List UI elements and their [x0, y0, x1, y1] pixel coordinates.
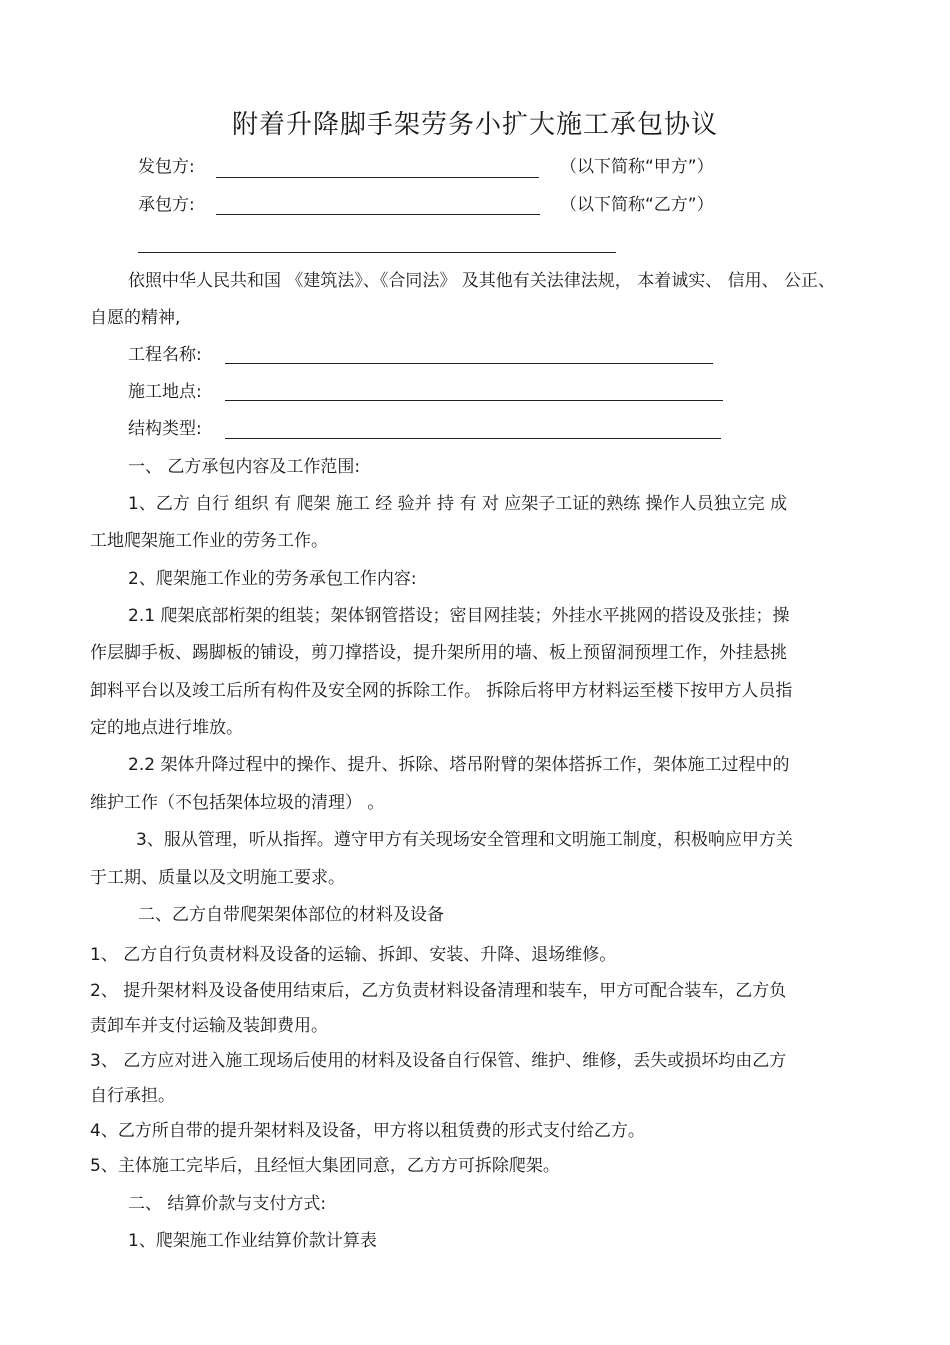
- document-title: 附着升降脚手架劳务小扩大施工承包协议: [231, 110, 718, 140]
- section-2-heading: 二、乙方自带爬架架体部位的材料及设备: [138, 905, 444, 925]
- section-1-item-2-1-line-2: 作层脚手板、踢脚板的铺设，剪刀撑搭设，提升架所用的墙、板上预留洞预埋工作，外挂悬挑: [90, 643, 787, 663]
- section-1-item-2-2-line-1: 2.2 架体升降过程中的操作、提升、拆除、塔吊附臂的架体搭拆工作，架体施工过程中的: [128, 755, 790, 775]
- section-1-item-2-1-line-1: 2.1 爬架底部桁架的组装；架体钢管搭设；密目网挂装；外挂水平挑网的搭设及张挂；操: [128, 606, 790, 626]
- section-1-heading: 一、 乙方承包内容及工作范围:: [128, 457, 361, 477]
- construction-site-label: 施工地点:: [128, 382, 202, 402]
- party-b-note: （以下简称“乙方”）: [560, 195, 714, 215]
- preamble-line-1: 依照中华人民共和国 《建筑法》、《合同法》 及其他有关法律法规， 本着诚实、 信用、 公正、: [128, 271, 836, 291]
- section-2-item-5: 5、主体施工完毕后，且经恒大集团同意，乙方方可拆除爬架。: [90, 1156, 560, 1176]
- section-2-item-1: 1、 乙方自行负责材料及设备的运输、拆卸、安装、升降、退场维修。: [90, 945, 617, 965]
- section-3-heading: 二、 结算价款与支付方式:: [128, 1194, 327, 1214]
- section-3-item-1: 1、爬架施工作业结算价款计算表: [128, 1231, 377, 1251]
- section-2-item-2-line-2: 责卸车并支付运输及装卸费用。: [90, 1016, 328, 1036]
- project-name-blank-line: [225, 363, 713, 364]
- section-1-item-2-1-line-4: 定的地点进行堆放。: [90, 718, 243, 738]
- section-1-item-2-heading: 2、爬架施工作业的劳务承包工作内容:: [128, 569, 417, 589]
- party-b-blank-line: [216, 214, 540, 215]
- section-1-item-2-1-line-3: 卸料平台以及竣工后所有构件及安全网的拆除工作。 拆除后将甲方材料运至楼下按甲方人员指: [90, 681, 793, 701]
- section-2-item-3-line-1: 3、 乙方应对进入施工现场后使用的材料及设备自行保管、维护、维修，丢失或损坏均由乙方: [90, 1051, 787, 1071]
- section-2-item-3-line-2: 自行承担。: [90, 1086, 175, 1106]
- blank-line: [138, 252, 616, 253]
- section-1-item-1-line-2: 工地爬架施工作业的劳务工作。: [90, 531, 328, 551]
- section-2-item-4: 4、乙方所自带的提升架材料及设备，甲方将以租赁费的形式支付给乙方。: [90, 1121, 645, 1141]
- section-2-item-2-line-1: 2、 提升架材料及设备使用结束后，乙方负责材料设备清理和装车，甲方可配合装车，乙方负: [90, 981, 787, 1001]
- section-1-item-3-line-2: 于工期、质量以及文明施工要求。: [90, 868, 345, 888]
- preamble-line-2: 自愿的精神,: [90, 308, 181, 328]
- section-1-item-1-line-1: 1、乙方 自行 组织 有 爬架 施工 经 验并 持 有 对 应架子工证的熟练 操作人员独立完 成: [128, 494, 788, 514]
- party-a-label: 发包方:: [138, 157, 195, 177]
- structure-type-label: 结构类型:: [128, 419, 202, 439]
- section-1-item-2-2-line-2: 维护工作（不包括架体垃圾的清理） 。: [90, 793, 385, 813]
- project-name-label: 工程名称:: [128, 345, 202, 365]
- construction-site-blank-line: [225, 400, 723, 401]
- party-a-note: （以下简称“甲方”）: [560, 157, 714, 177]
- structure-type-blank-line: [225, 438, 721, 439]
- party-a-blank-line: [216, 177, 539, 178]
- section-1-item-3-line-1: 3、服从管理，听从指挥。遵守甲方有关现场安全管理和文明施工制度，积极响应甲方关: [136, 830, 793, 850]
- party-b-label: 承包方:: [138, 195, 195, 215]
